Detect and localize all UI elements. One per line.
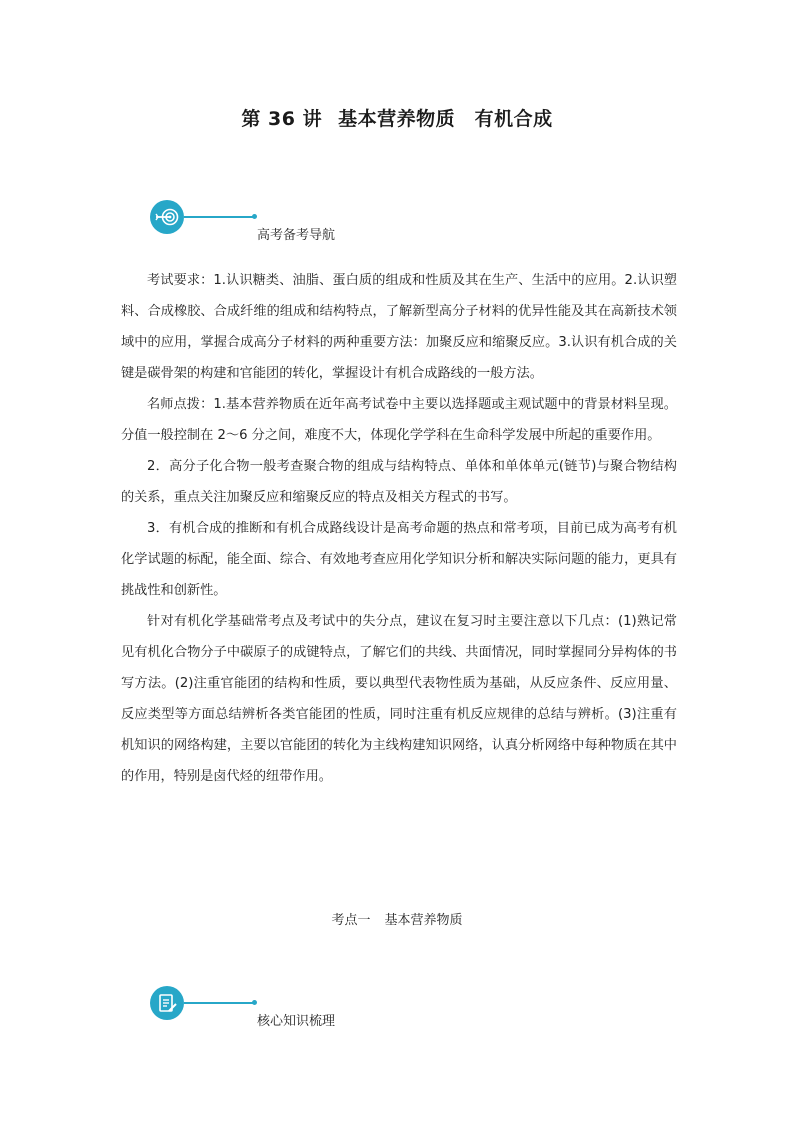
section-header-exam-guide	[150, 200, 450, 260]
section-divider-dot	[252, 214, 257, 219]
section-label: 核心知识梳理	[257, 1014, 336, 1029]
section-divider-dot	[252, 1000, 257, 1005]
page-title	[0, 104, 794, 131]
subsection-heading	[0, 909, 794, 928]
paragraph: 针对有机化学基础常考点及考试中的失分点，建议在复习时主要注意以下几点：(1)熟记常见有机化合物分子中碳原子的成键特点，了解它们的共线、共面情况，同时掌握同分异构体的书写方法。(2)注重官能团的结构和性质，要以典型代表物性质为基础，从反应条件、反应用量、反应类型等方面总结辨析各类官能团的性质，同时注重有机反应规律的总结与辨析。(3)注重有机知识的网络构建，主要以官能团的转化为主线构建知识网络，认真分析网络中每种物质在其中的作用，特别是卤代烃的纽带作用。	[121, 614, 677, 784]
lecture-title: 基本营养物质 有机合成	[338, 108, 553, 130]
paragraph: 考试要求：1.认识糖类、油脂、蛋白质的组成和性质及其在生产、生活中的应用。2.认识塑料、合成橡胶、合成纤维的组成和结构特点，了解新型高分子材料的优异性能及其在高新技术领域中的应用，掌握合成高分子材料的两种重要方法：加聚反应和缩聚反应。3.认识有机合成的关键是碳骨架的构建和官能团的转化，掌握设计有机合成路线的一般方法。	[121, 273, 677, 381]
lecture-number: 第 36 讲	[241, 108, 323, 130]
paragraph: 2．高分子化合物一般考查聚合物的组成与结构特点、单体和单体单元(链节)与聚合物结构的关系，重点关注加聚反应和缩聚反应的特点及相关方程式的书写。	[121, 459, 677, 505]
subsection-title: 基本营养物质	[384, 913, 463, 928]
subsection-number: 考点一	[331, 913, 371, 928]
body-text	[121, 265, 677, 792]
section-divider-line	[184, 1002, 254, 1004]
paragraph: 名师点拨：1.基本营养物质在近年高考试卷中主要以选择题或主观试题中的背景材料呈现。分值一般控制在 2～6 分之间，难度不大，体现化学学科在生命科学发展中所起的重要作用。	[121, 397, 677, 443]
section-divider-line	[184, 216, 254, 218]
section-label: 高考备考导航	[257, 228, 336, 243]
paragraph: 3．有机合成的推断和有机合成路线设计是高考命题的热点和常考项，目前已成为高考有机化学试题的标配，能全面、综合、有效地考查应用化学知识分析和解决实际问题的能力，更具有挑战性和创新性。	[121, 521, 677, 598]
section-header-core-knowledge	[150, 986, 450, 1046]
target-icon	[150, 200, 184, 234]
notes-icon	[150, 986, 184, 1020]
